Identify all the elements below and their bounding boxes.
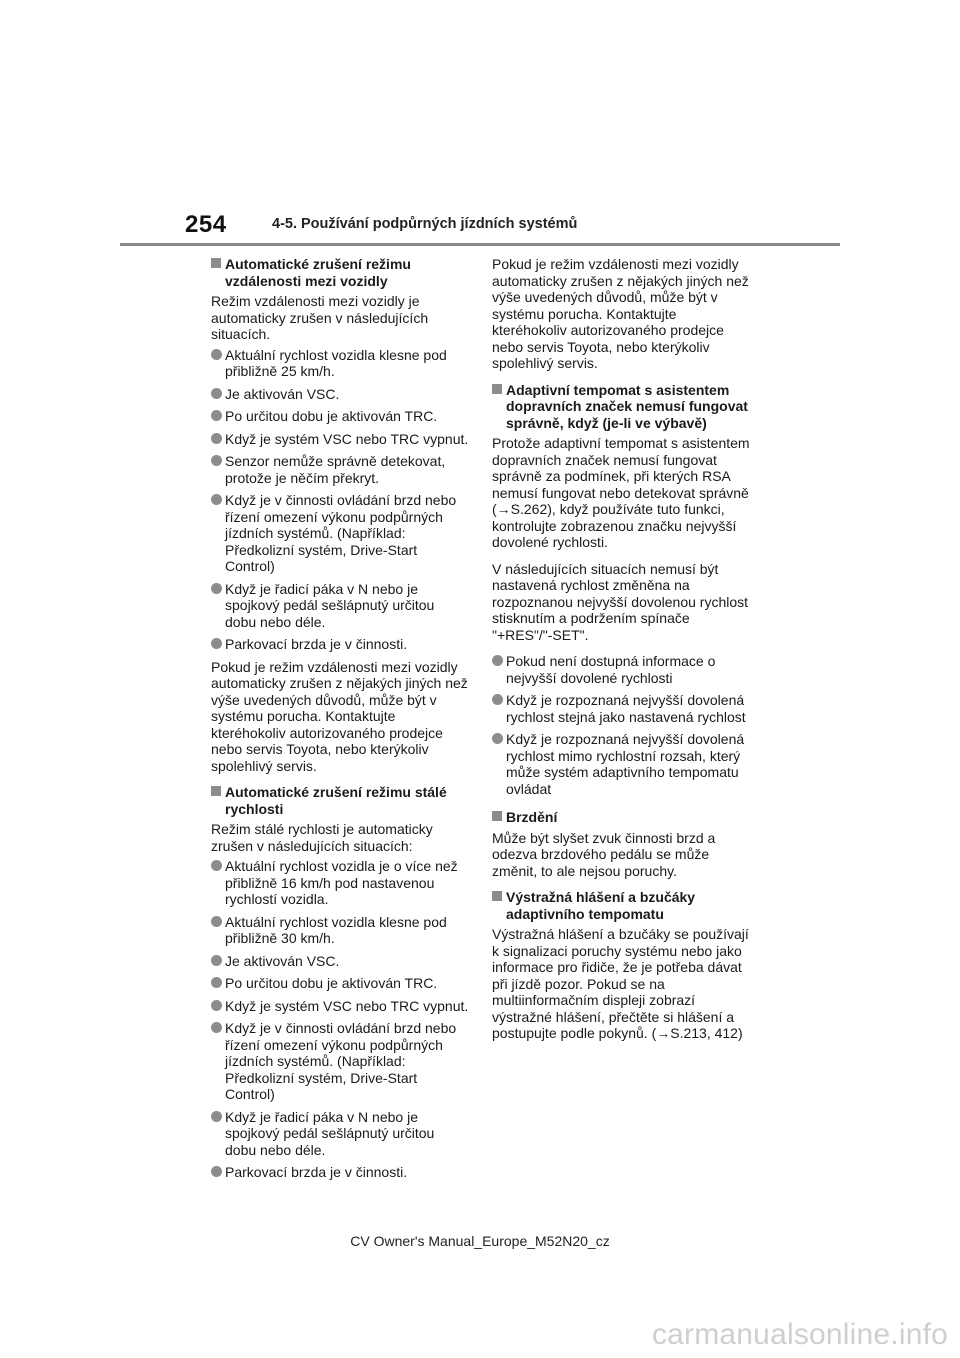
round-bullet-icon [211, 455, 222, 466]
round-bullet-icon [211, 860, 222, 871]
round-bullet-icon [211, 1000, 222, 1011]
round-bullet-icon [211, 1111, 222, 1122]
list-item: Senzor nemůže správně detekovat, protože je něčím překryt. [211, 453, 469, 486]
footer-manual-id: CV Owner's Manual_Europe_M52N20_cz [350, 1233, 610, 1249]
round-bullet-icon [492, 733, 503, 744]
watermark: carmanualsonline.info [651, 1318, 948, 1351]
square-bullet-icon [492, 811, 502, 821]
list-item: Aktuální rychlost vozidla klesne pod přibližně 25 km/h. [211, 347, 469, 380]
right-column [492, 256, 750, 1046]
round-bullet-icon [211, 388, 222, 399]
list-item: Aktuální rychlost vozidla je o více než přibližně 16 km/h pod nastavenou rychlostí vozidla. [211, 858, 469, 908]
round-bullet-icon [211, 1022, 222, 1033]
left-column [211, 256, 469, 1187]
square-bullet-icon [211, 258, 221, 268]
paragraph: Režim vzdálenosti mezi vozidly je automaticky zrušen v následujících situacích. [211, 293, 429, 342]
round-bullet-icon [211, 955, 222, 966]
header-rule [120, 243, 840, 246]
round-bullet-icon [211, 494, 222, 505]
round-bullet-icon [211, 1166, 222, 1177]
list-item: Je aktivován VSC. [211, 953, 469, 970]
section-title: 4-5. Používání podpůrných jízdních systémů [272, 216, 578, 232]
list-item: Parkovací brzda je v činnosti. [211, 636, 469, 653]
list-item: Když je rozpoznaná nejvyšší dovolená rychlost mimo rychlostní rozsah, který může systém adaptivního tempomatu ovládat [492, 731, 750, 797]
list-item: Je aktivován VSC. [211, 386, 469, 403]
list-item: Když je řadicí páka v N nebo je spojkový pedál sešlápnutý určitou dobu nebo déle. [211, 1109, 469, 1159]
paragraph: Výstražná hlášení a bzučáky se používají k signalizaci poruchy systému nebo jako informace pro řidiče, že je potřeba dávat při jízdě pozor. Pokud se na multiinformačním displeji zobrazí výstražné hlášení, přečtěte si hlášení a postupujte podle pokynů. (→S.213, 412) [492, 926, 749, 1041]
round-bullet-icon [492, 655, 503, 666]
square-bullet-icon [211, 786, 221, 796]
list-item: Když je v činnosti ovládání brzd nebo řízení omezení výkonu podpůrných jízdních systémů. (Například: Předkolizní systém, Drive-Start Control) [211, 1020, 469, 1103]
list-item: Když je v činnosti ovládání brzd nebo řízení omezení výkonu podpůrných jízdních systémů. (Například: Předkolizní systém, Drive-Start Control) [211, 492, 469, 575]
list-item: Po určitou dobu je aktivován TRC. [211, 975, 469, 992]
paragraph: Může být slyšet zvuk činnosti brzd a odezva brzdového pedálu se může změnit, to ale nejsou poruchy. [492, 829, 716, 879]
list-item: Pokud není dostupná informace o nejvyšší dovolené rychlosti [492, 653, 750, 686]
round-bullet-icon [211, 916, 222, 927]
round-bullet-icon [211, 977, 222, 988]
paragraph: Režim stálé rychlosti je automaticky zrušen v následujících situacích: [211, 821, 433, 854]
list-item: Když je systém VSC nebo TRC vypnut. [211, 431, 469, 448]
paragraph: V následujících situacích nemusí být nastavená rychlost změněna na rozpoznanou nejvyšší dovolenou rychlost stisknutím a podržením spínače "+RES"/"-SET". [492, 560, 749, 643]
square-bullet-icon [492, 891, 502, 901]
heading-distance-mode-cancel: Automatické zrušení režimu vzdálenosti mezi vozidly [211, 256, 469, 289]
round-bullet-icon [211, 349, 222, 360]
list-item: Po určitou dobu je aktivován TRC. [211, 408, 469, 425]
heading-constant-speed-cancel: Automatické zrušení režimu stálé rychlosti [211, 784, 469, 817]
round-bullet-icon [492, 694, 503, 705]
paragraph: Protože adaptivní tempomat s asistentem dopravních značek nemusí fungovat správně za podmínek, při kterých RSA nemusí fungovat nebo detekovat správně (→S.262), když používáte tuto funkci, kontrolujte zobrazenou značku nejvyšší dovolené rychlosti. [492, 435, 750, 550]
list-item: Parkovací brzda je v činnosti. [211, 1164, 469, 1181]
round-bullet-icon [211, 638, 222, 649]
list-item: Aktuální rychlost vozidla klesne pod přibližně 30 km/h. [211, 914, 469, 947]
round-bullet-icon [211, 410, 222, 421]
list-item: Když je řadicí páka v N nebo je spojkový pedál sešlápnutý určitou dobu nebo déle. [211, 581, 469, 631]
heading-rsa-acc-limitations: Adaptivní tempomat s asistentem dopravních značek nemusí fungovat správně, když (je-li ve výbavě) [492, 382, 750, 432]
paragraph: Pokud je režim vzdálenosti mezi vozidly automaticky zrušen z nějakých jiných než výše uvedených důvodů, může být v systému porucha. Kontaktujte kteréhokoliv autorizovaného prodejce nebo servis Toyota, nebo kterýkoliv spolehlivý servis. [492, 256, 749, 371]
list-item: Když je rozpoznaná nejvyšší dovolená rychlost stejná jako nastavená rychlost [492, 692, 750, 725]
heading-braking: Brzdění [492, 809, 750, 826]
list-item: Když je systém VSC nebo TRC vypnut. [211, 998, 469, 1015]
square-bullet-icon [492, 384, 502, 394]
round-bullet-icon [211, 433, 222, 444]
round-bullet-icon [211, 583, 222, 594]
paragraph: Pokud je režim vzdálenosti mezi vozidly automaticky zrušen z nějakých jiných než výše uvedených důvodů, může být v systému porucha. Kontaktujte kteréhokoliv autorizovaného prodejce nebo servis Toyota, nebo kterýkoliv spolehlivý servis. [211, 658, 468, 774]
page-number: 254 [185, 211, 227, 238]
heading-warning-messages: Výstražná hlášení a bzučáky adaptivního tempomatu [492, 889, 750, 922]
